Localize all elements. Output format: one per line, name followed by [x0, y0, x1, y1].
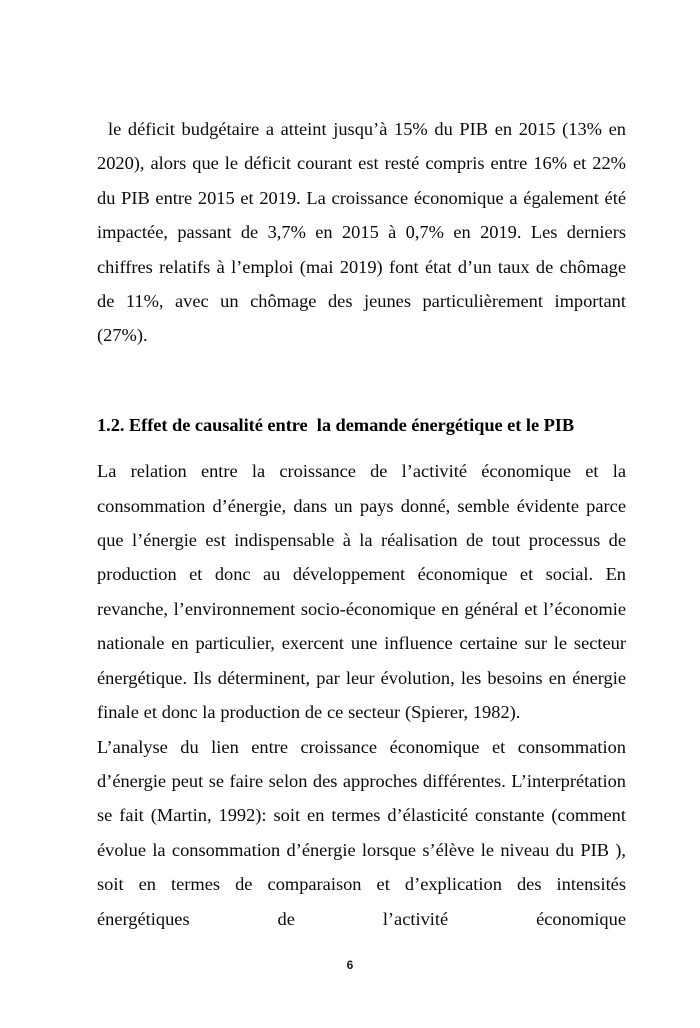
body-paragraph-2: La relation entre la croissance de l’activité économique et la consommation d’énergie, dans un pays donné, semble évidente parce que l’énergie est indispensable à la réalisation de tout processus de production et donc au développement économique et social. En revanche, l’environnement socio-économique en général et l’économie nationale en particulier, exercent une influence certaine sur le secteur énergétique. Ils déterminent, par leur évolution, les besoins en énergie finale et donc la production de ce secteur (Spierer, 1982). [97, 461, 626, 723]
page-number-footer: 6 [346, 958, 354, 972]
section-heading-1-2: 1.2. Effet de causalité entre la demande énergétique et le PIB [97, 414, 575, 435]
body-paragraph-3: L’analyse du lien entre croissance économique et consommation d’énergie peut se faire selon des approches différentes. L’interprétation se fait (Martin, 1992): soit en termes d’élasticité constante (comment évolue la consommation d’énergie lorsque s’élève le niveau du PIB ), soit en termes de comparaison et d’explication des intensités énergétiques de l’activité économique [97, 736, 626, 929]
spacer-after-heading [97, 442, 626, 454]
spacer-before-heading [97, 353, 626, 408]
page-content-column [97, 112, 626, 936]
body-paragraph-1: le déficit budgétaire a atteint jusqu’à 15% du PIB en 2015 (13% en 2020), alors que le déficit courant est resté compris entre 16% et 22% du PIB entre 2015 et 2019. La croissance économique a également été impactée, passant de 3,7% en 2015 à 0,7% en 2019. Les derniers chiffres relatifs à l’emploi (mai 2019) font état d’un taux de chômage de 11%, avec un chômage des jeunes particulièrement important (27%). [97, 119, 626, 346]
